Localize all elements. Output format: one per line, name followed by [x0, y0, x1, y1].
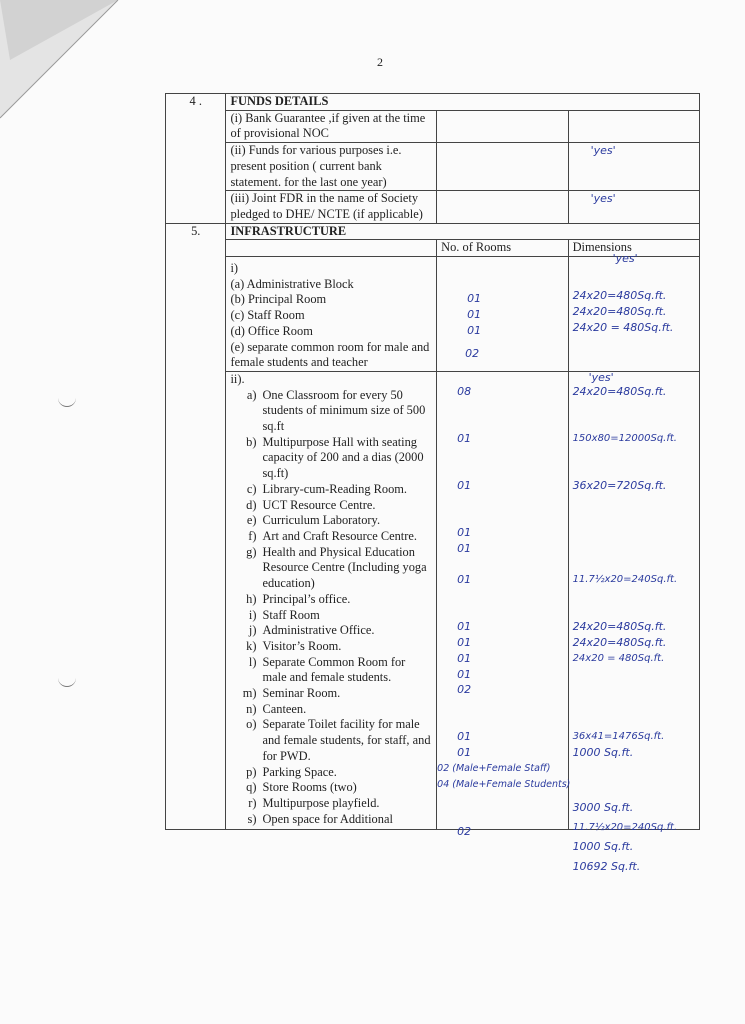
dims-value: 3000 Sq.ft. — [572, 800, 634, 814]
part1-answer: 'yes' — [612, 252, 638, 266]
item-label: Parking Space. — [262, 764, 337, 779]
item-letter: g) — [246, 544, 257, 559]
item-letter: b) — [246, 434, 257, 449]
dims-value: 150x80=12000Sq.ft. — [572, 433, 677, 445]
part2-item — [230, 702, 432, 718]
part1-item: (d) Office Room — [230, 323, 313, 338]
rooms-value: 01 — [457, 432, 472, 446]
item-letter: h) — [246, 591, 257, 606]
item-label: Curriculum Laboratory. — [262, 513, 381, 528]
infra-header-row — [166, 223, 700, 240]
part1-item: (e) separate common room for male and female students and teacher — [230, 339, 430, 370]
funds-item-empty — [437, 110, 568, 142]
part2-item — [230, 717, 432, 764]
part2-item — [230, 796, 432, 812]
part2-list — [230, 388, 432, 828]
part2-answer: 'yes' — [588, 370, 614, 384]
details-table — [165, 93, 700, 873]
dims-value: 11.7½x20=240Sq.ft. — [572, 821, 678, 833]
dims-value: 24x20=480Sq.ft. — [572, 305, 667, 319]
rooms-value: 01 — [457, 730, 472, 744]
rooms-value: 01 — [467, 324, 482, 338]
item-label: Separate Common Room for male and female students. — [262, 654, 406, 685]
funds-item-label: (i) Bank Guarantee ,if given at the time of provisional NOC — [226, 110, 437, 142]
part2-item — [230, 482, 432, 498]
dims-value: 10692 Sq.ft. — [572, 859, 641, 873]
rooms-value: 08 — [457, 384, 472, 398]
item-letter: r) — [248, 795, 257, 810]
rooms-value: 01 — [457, 573, 472, 587]
item-label: Seminar Room. — [262, 686, 341, 701]
part2-item — [230, 639, 432, 655]
item-label: Open space for Additional — [262, 811, 393, 826]
dims-value: 36x41=1476Sq.ft. — [572, 731, 665, 743]
item-label: Art and Craft Resource Centre. — [262, 528, 417, 543]
dims-value: 1000 Sq.ft. — [572, 746, 634, 760]
part1-marker: i) — [230, 261, 239, 276]
part2-item — [230, 686, 432, 702]
part2-item — [230, 592, 432, 608]
rooms-value: 01 — [457, 746, 472, 760]
infra-section-title: INFRASTRUCTURE — [226, 223, 700, 240]
item-letter: i) — [248, 607, 257, 622]
item-label: UCT Resource Centre. — [262, 497, 376, 512]
infra-part1-row — [166, 257, 700, 372]
item-label: Store Rooms (two) — [262, 780, 357, 795]
rooms-value: 02 — [457, 824, 472, 838]
item-letter: q) — [246, 780, 257, 795]
part2-item — [230, 765, 432, 781]
rooms-value: 04 (Male+Female Students) — [437, 778, 571, 790]
punch-hole-top — [58, 398, 76, 407]
part2-rooms — [437, 371, 571, 838]
rooms-value: 02 — [457, 683, 472, 697]
punch-hole-bottom — [58, 678, 76, 687]
rooms-value: 01 — [457, 651, 472, 665]
item-letter: m) — [242, 686, 257, 701]
rooms-value: 02 — [465, 347, 480, 361]
funds-header-row — [166, 94, 700, 111]
infra-part2-row — [166, 371, 700, 829]
item-letter: e) — [246, 513, 257, 528]
dims-value: 24x20=480Sq.ft. — [572, 384, 667, 398]
infra-section-number: 5. — [166, 223, 226, 830]
item-label: Visitor’s Room. — [262, 638, 342, 653]
item-letter: a) — [246, 387, 257, 402]
funds-item-empty — [437, 191, 568, 223]
funds-item-value: 'yes' — [568, 191, 699, 223]
item-label: One Classroom for every 50 students of minimum size of 500 sq.ft — [262, 387, 426, 434]
part2-item — [230, 388, 432, 435]
item-letter: f) — [248, 528, 257, 543]
item-label: Canteen. — [262, 701, 307, 716]
dims-value: 24x20=480Sq.ft. — [572, 636, 667, 650]
funds-row-3 — [166, 191, 700, 223]
funds-section-number: 4 . — [166, 94, 226, 224]
dims-column-header: Dimensions — [568, 240, 699, 257]
item-label: Library-cum-Reading Room. — [262, 481, 408, 496]
item-letter: p) — [246, 764, 257, 779]
rooms-value: 02 (Male+Female Staff) — [437, 762, 551, 774]
part2-item — [230, 529, 432, 545]
item-letter: l) — [248, 654, 257, 669]
rooms-value: 01 — [457, 541, 472, 555]
funds-item-label: (ii) Funds for various purposes i.e. present position ( current bank statement. for the last one year) — [226, 143, 437, 191]
rooms-value: 01 — [457, 636, 472, 650]
item-letter: o) — [246, 717, 257, 732]
item-letter: k) — [246, 638, 257, 653]
dims-value: 24x20 = 480Sq.ft. — [572, 321, 674, 335]
item-letter: c) — [246, 481, 257, 496]
dims-value: 1000 Sq.ft. — [572, 840, 634, 854]
funds-row-2 — [166, 143, 700, 191]
item-label: Principal’s office. — [262, 591, 351, 606]
item-letter: s) — [247, 811, 257, 826]
funds-row-1 — [166, 110, 700, 142]
part2-dims — [568, 370, 699, 873]
rooms-value: 01 — [457, 479, 472, 493]
item-label: Health and Physical Education Resource Centre (Including yoga education) — [262, 544, 427, 591]
item-label: Multipurpose Hall with seating capacity of 200 and a dias (2000 sq.ft) — [262, 434, 424, 481]
funds-item-label: (iii) Joint FDR in the name of Society pledged to DHE/ NCTE (if applicable) — [226, 191, 437, 223]
rooms-value: 01 — [457, 526, 472, 540]
part2-item — [230, 780, 432, 796]
part2-item — [230, 608, 432, 624]
rooms-value: 01 — [457, 667, 472, 681]
part2-item — [230, 655, 432, 686]
rooms-value: 01 — [457, 620, 472, 634]
rooms-value: 01 — [467, 308, 482, 322]
item-letter: d) — [246, 497, 257, 512]
part2-labels — [226, 371, 437, 829]
item-label: Administrative Office. — [262, 623, 375, 638]
dims-value: 24x20 = 480Sq.ft. — [572, 652, 665, 664]
part1-item: (c) Staff Room — [230, 308, 305, 323]
dims-value: 36x20=720Sq.ft. — [572, 479, 667, 493]
part2-item — [230, 498, 432, 514]
part2-marker: ii). — [230, 371, 245, 386]
part1-item: (b) Principal Room — [230, 292, 327, 307]
part2-item — [230, 545, 432, 592]
funds-item-value: 'yes' — [568, 143, 699, 191]
page-number: 2 — [377, 55, 383, 69]
part1-dims — [568, 252, 699, 372]
item-letter: j) — [248, 623, 257, 638]
rooms-value: 01 — [467, 292, 482, 306]
part2-item — [230, 623, 432, 639]
part2-item — [230, 435, 432, 482]
part2-item — [230, 513, 432, 529]
part2-item — [230, 812, 432, 828]
item-label: Multipurpose playfield. — [262, 795, 380, 810]
dims-value: 24x20=480Sq.ft. — [572, 289, 667, 303]
part1-item: (a) Administrative Block — [230, 276, 354, 291]
rooms-column-header: No. of Rooms — [437, 240, 568, 257]
item-letter: n) — [246, 701, 257, 716]
dims-value: 11.7½x20=240Sq.ft. — [572, 574, 678, 586]
dims-value: 24x20=480Sq.ft. — [572, 620, 667, 634]
part1-labels — [226, 257, 437, 372]
folded-corner — [0, 0, 120, 120]
funds-item-value — [568, 110, 699, 142]
part1-rooms — [437, 257, 568, 372]
funds-item-empty — [437, 143, 568, 191]
item-label: Separate Toilet facility for male and female students, for staff, and for PWD. — [262, 717, 431, 763]
item-label: Staff Room — [262, 607, 320, 622]
infra-header-empty — [226, 240, 437, 257]
funds-section-title: FUNDS DETAILS — [226, 94, 700, 111]
